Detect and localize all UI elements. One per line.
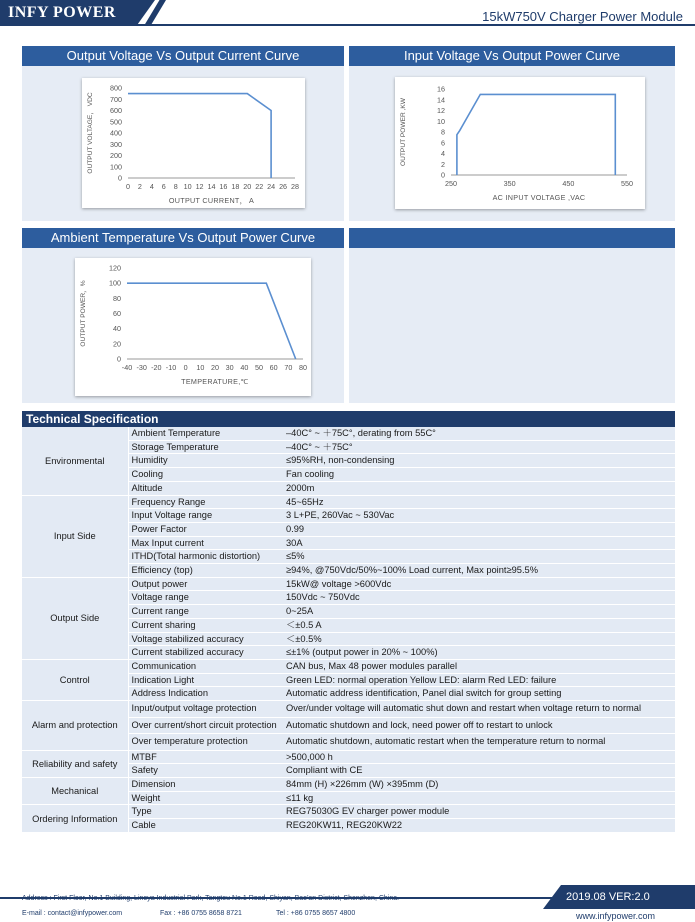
chart2-svg: [395, 77, 645, 209]
spec-parameter: ITHD(Total harmonic distortion): [128, 550, 283, 564]
x-tick-label: 10: [183, 182, 192, 191]
footer-address: Address : First Floor, No.1 Building, Linoya Industrial Park, Tangtou No.1 Road, Shiyan, Bao'an District, Shenzhen, China.: [22, 895, 400, 902]
chart1-card: [82, 78, 305, 208]
spec-value: ≤95%RH, non-condensing: [283, 454, 675, 468]
y-tick-label: 120: [109, 263, 121, 273]
chart3-title: Ambient Temperature Vs Output Power Curve: [22, 228, 344, 248]
spec-parameter: Input/output voltage protection: [128, 701, 283, 718]
chart2-title: Input Voltage Vs Output Power Curve: [349, 46, 675, 66]
spec-parameter: Current sharing: [128, 618, 283, 632]
spec-value: 84mm (H) ×226mm (W) ×395mm (D): [283, 777, 675, 791]
y-tick-label: 2: [441, 159, 445, 169]
y-tick-label: 300: [110, 139, 122, 149]
spec-parameter: Over current/short circuit protection: [128, 717, 283, 734]
spec-parameter: Max Input current: [128, 536, 283, 550]
company-logo: INFY POWER: [8, 4, 116, 21]
x-tick-label: 10: [196, 363, 205, 372]
spec-parameter: Weight: [128, 791, 283, 805]
x-tick-label: 24: [267, 182, 276, 191]
x-tick-label: 18: [231, 182, 240, 191]
spec-parameter: MTBF: [128, 750, 283, 764]
x-tick-label: 2: [137, 182, 142, 191]
spec-group-label: Mechanical: [22, 777, 128, 804]
spec-group-label: Input Side: [22, 495, 128, 577]
x-tick-label: 60: [269, 363, 278, 372]
spec-parameter: Cooling: [128, 468, 283, 482]
spec-value: >500,000 h: [283, 750, 675, 764]
x-tick-label: 70: [284, 363, 293, 372]
x-axis-title: TEMPERATURE,℃: [181, 377, 249, 386]
y-tick-label: 14: [437, 95, 445, 105]
spec-value: ‒40C° ~ ＋75C°, derating from 55C°: [283, 427, 675, 440]
y-tick-label: 0: [117, 354, 121, 364]
spec-value: Green LED: normal operation Yellow LED: alarm Red LED: failure: [283, 673, 675, 687]
spec-value: 3 L+PE, 260Vac ~ 530Vac: [283, 509, 675, 523]
y-tick-label: 200: [110, 151, 122, 160]
chart1-panel: [22, 66, 344, 221]
spec-value: 0~25A: [283, 605, 675, 619]
spec-parameter: Output power: [128, 577, 283, 591]
spec-parameter: Safety: [128, 764, 283, 778]
footer-website-link[interactable]: www.infypower.com: [576, 911, 656, 921]
spec-value: ＜±0.5%: [283, 632, 675, 646]
spec-value: ≤±1% (output power in 20% ~ 100%): [283, 646, 675, 660]
chart3-svg: [75, 258, 311, 396]
chart3-card: [75, 258, 311, 396]
chart3-panel: [22, 248, 344, 403]
spec-value: CAN bus, Max 48 power modules parallel: [283, 659, 675, 673]
spec-parameter: Frequency Range: [128, 495, 283, 509]
spec-value: 15kW@ voltage >600Vdc: [283, 577, 675, 591]
chart1-title: Output Voltage Vs Output Current Curve: [22, 46, 344, 66]
spec-value: Compliant with CE: [283, 764, 675, 778]
x-tick-label: 4: [149, 182, 154, 191]
empty-panel-header: [349, 228, 675, 248]
x-tick-label: 0: [126, 182, 130, 191]
spec-value: REG20KW11, REG20KW22: [283, 819, 675, 833]
x-tick-label: 450: [562, 179, 575, 188]
series-line: [127, 283, 296, 359]
spec-parameter: Current stabilized accuracy: [128, 646, 283, 660]
y-tick-label: 12: [437, 106, 445, 115]
y-tick-label: 6: [441, 138, 445, 148]
spec-group-label: Environmental: [22, 427, 128, 495]
spec-parameter: Input Voltage range: [128, 509, 283, 523]
x-tick-label: 14: [207, 182, 216, 191]
spec-heading: Technical Specification: [22, 411, 675, 427]
y-tick-label: 4: [441, 149, 445, 158]
version-label: 2019.08 VER:2.0: [566, 891, 650, 903]
spec-value: Over/under voltage will automatic shut down and restart when voltage return to normal: [283, 701, 675, 718]
spec-parameter: Address Indication: [128, 687, 283, 701]
spec-parameter: Altitude: [128, 481, 283, 495]
spec-parameter: Efficiency (top): [128, 564, 283, 578]
x-tick-label: -30: [136, 363, 147, 372]
footer-fax: Fax : +86 0755 8658 8721: [160, 910, 242, 917]
y-tick-label: 80: [113, 293, 121, 303]
y-axis-title: OUTPUT POWER ,KW: [400, 97, 407, 167]
x-axis-title: OUTPUT CURRENT， A: [168, 196, 255, 205]
spec-row: [22, 577, 675, 591]
spec-value: ≤5%: [283, 550, 675, 564]
x-tick-label: 550: [621, 179, 633, 188]
y-tick-label: 16: [437, 84, 445, 94]
y-tick-label: 400: [110, 128, 122, 138]
x-tick-label: 28: [291, 182, 299, 191]
spec-group-label: Control: [22, 659, 128, 700]
spec-parameter: Voltage stabilized accuracy: [128, 632, 283, 646]
y-tick-label: 100: [110, 162, 122, 172]
y-tick-label: 800: [110, 83, 122, 93]
spec-value: ≤11 kg: [283, 791, 675, 805]
spec-group-label: Output Side: [22, 577, 128, 659]
spec-value: Fan cooling: [283, 468, 675, 482]
y-tick-label: 10: [437, 116, 445, 126]
y-tick-label: 40: [113, 324, 121, 334]
x-tick-label: -40: [121, 363, 133, 372]
x-tick-label: 20: [243, 182, 252, 191]
spec-row: [22, 750, 675, 764]
x-tick-label: 350: [503, 179, 516, 188]
spec-group-label: Alarm and protection: [22, 701, 128, 751]
spec-group-label: Reliability and safety: [22, 750, 128, 777]
x-tick-label: 50: [255, 363, 263, 372]
spec-row: [22, 701, 675, 718]
spec-parameter: Current range: [128, 605, 283, 619]
spec-parameter: Voltage range: [128, 591, 283, 605]
spec-parameter: Cable: [128, 819, 283, 833]
spec-parameter: Over temperature protection: [128, 734, 283, 751]
x-tick-label: -20: [151, 363, 162, 372]
spec-value: ＜±0.5 A: [283, 618, 675, 632]
series-line: [457, 94, 615, 175]
y-tick-label: 500: [110, 117, 122, 127]
y-axis-title: OUTPUT POWER，%: [80, 280, 87, 347]
spec-value: 2000m: [283, 481, 675, 495]
x-tick-label: -10: [165, 363, 177, 372]
spec-row: [22, 777, 675, 791]
spec-value: 0.99: [283, 522, 675, 536]
spec-value: ≥94%, @750Vdc/50%~100% Load current, Max point≥95.5%: [283, 564, 675, 578]
footer-email[interactable]: E-mail : contact@infypower.com: [22, 910, 123, 917]
spec-parameter: Indication Light: [128, 673, 283, 687]
spec-parameter: Ambient Temperature: [128, 427, 283, 440]
y-axis-title: OUTPUT VOLTAGE， VDC: [87, 92, 94, 174]
y-tick-label: 600: [110, 106, 122, 115]
spec-row: [22, 805, 675, 819]
chart2-card: [395, 77, 645, 209]
x-tick-label: 16: [219, 182, 228, 191]
spec-value: Automatic shutdown and lock, need power off to restart to unlock: [283, 717, 675, 734]
spec-parameter: Power Factor: [128, 522, 283, 536]
spec-row: [22, 659, 675, 673]
spec-table: [22, 427, 675, 833]
spec-parameter: Humidity: [128, 454, 283, 468]
y-tick-label: 60: [113, 309, 121, 318]
spec-parameter: Type: [128, 805, 283, 819]
x-tick-label: 250: [445, 179, 457, 188]
x-tick-label: 30: [225, 363, 234, 372]
chart1-svg: [82, 78, 305, 208]
document-title: 15kW750V Charger Power Module: [482, 9, 683, 24]
spec-value: ‒40C° ~ ＋75C°: [283, 440, 675, 454]
spec-parameter: Storage Temperature: [128, 440, 283, 454]
spec-value: REG75030G EV charger power module: [283, 805, 675, 819]
series-line: [128, 94, 271, 178]
y-tick-label: 20: [113, 339, 121, 349]
chart2-panel: [349, 66, 675, 221]
x-tick-label: 20: [211, 363, 219, 372]
spec-value: 45~65Hz: [283, 495, 675, 509]
x-tick-label: 8: [173, 182, 178, 191]
x-tick-label: 0: [183, 363, 188, 372]
spec-value: Automatic address identification, Panel dial switch for group setting: [283, 687, 675, 701]
footer-tel: Tel : +86 0755 8657 4800: [276, 910, 356, 917]
x-tick-label: 26: [279, 182, 288, 191]
empty-panel: [349, 248, 675, 403]
y-tick-label: 8: [441, 127, 445, 137]
spec-row: [22, 495, 675, 509]
x-tick-label: 80: [299, 363, 307, 372]
spec-value: 30A: [283, 536, 675, 550]
y-tick-label: 100: [109, 278, 121, 288]
spec-value: Automatic shutdown, automatic restart when the temperature return to normal: [283, 734, 675, 751]
x-tick-label: 12: [195, 182, 204, 191]
spec-group-label: Ordering Information: [22, 805, 128, 832]
x-tick-label: 40: [240, 363, 249, 372]
spec-parameter: Dimension: [128, 777, 283, 791]
x-axis-title: AC INPUT VOLTAGE ,VAC: [492, 193, 586, 202]
y-tick-label: 0: [441, 170, 445, 180]
x-tick-label: 22: [255, 182, 264, 191]
spec-parameter: Communication: [128, 659, 283, 673]
spec-row: [22, 427, 675, 440]
x-tick-label: 6: [161, 182, 166, 191]
y-tick-label: 700: [110, 94, 122, 104]
y-tick-label: 0: [118, 173, 122, 183]
spec-value: 150Vdc ~ 750Vdc: [283, 591, 675, 605]
